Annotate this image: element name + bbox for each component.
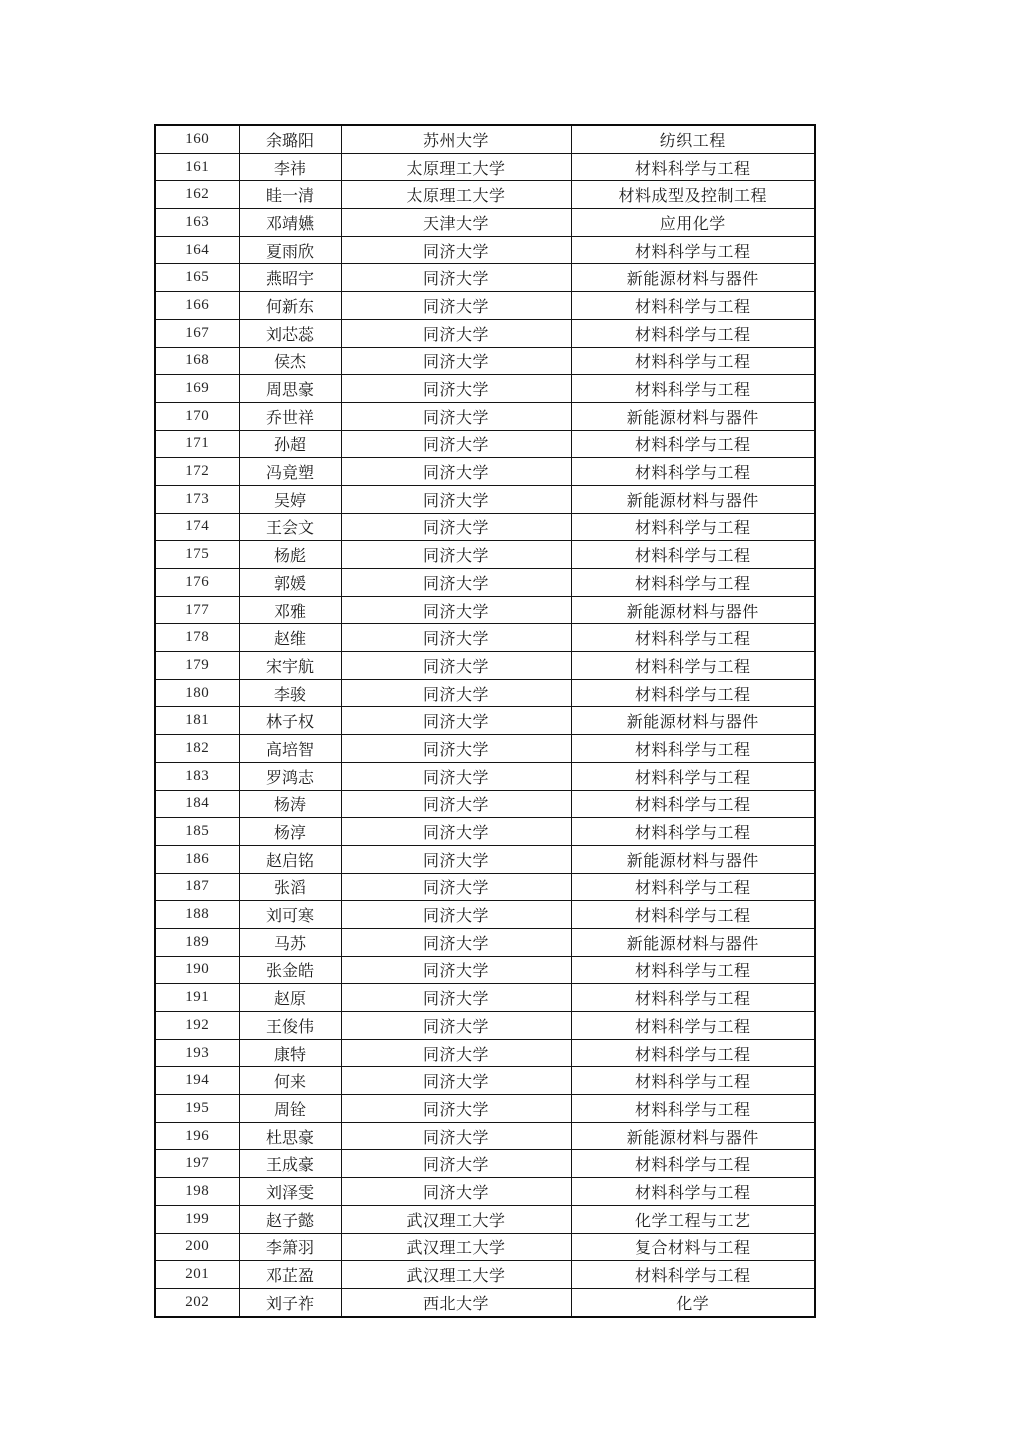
name-cell: 赵子懿 <box>239 1205 341 1233</box>
no-cell: 161 <box>155 153 239 181</box>
university-cell: 同济大学 <box>341 485 571 513</box>
major-cell: 材料科学与工程 <box>571 1012 815 1040</box>
table-row <box>155 1012 815 1040</box>
table-row <box>155 430 815 458</box>
name-cell: 马苏 <box>239 928 341 956</box>
university-cell: 同济大学 <box>341 873 571 901</box>
university-cell: 同济大学 <box>341 1178 571 1206</box>
table-row <box>155 153 815 181</box>
no-cell: 183 <box>155 762 239 790</box>
major-cell: 材料科学与工程 <box>571 818 815 846</box>
no-cell: 180 <box>155 679 239 707</box>
table-row <box>155 181 815 209</box>
university-cell: 同济大学 <box>341 984 571 1012</box>
name-cell: 冯竟塑 <box>239 458 341 486</box>
university-cell: 同济大学 <box>341 1039 571 1067</box>
university-cell: 武汉理工大学 <box>341 1205 571 1233</box>
no-cell: 166 <box>155 292 239 320</box>
major-cell: 材料科学与工程 <box>571 541 815 569</box>
name-cell: 杨彪 <box>239 541 341 569</box>
major-cell: 材料科学与工程 <box>571 1261 815 1289</box>
roster-table-body <box>155 125 815 1317</box>
university-cell: 同济大学 <box>341 375 571 403</box>
name-cell: 刘泽雯 <box>239 1178 341 1206</box>
table-row <box>155 458 815 486</box>
university-cell: 太原理工大学 <box>341 153 571 181</box>
university-cell: 同济大学 <box>341 236 571 264</box>
major-cell: 材料科学与工程 <box>571 984 815 1012</box>
name-cell: 李骏 <box>239 679 341 707</box>
name-cell: 李祎 <box>239 153 341 181</box>
no-cell: 176 <box>155 569 239 597</box>
university-cell: 武汉理工大学 <box>341 1261 571 1289</box>
table-row <box>155 375 815 403</box>
major-cell: 复合材料与工程 <box>571 1233 815 1261</box>
major-cell: 纺织工程 <box>571 125 815 153</box>
table-row <box>155 901 815 929</box>
university-cell: 同济大学 <box>341 541 571 569</box>
university-cell: 同济大学 <box>341 569 571 597</box>
major-cell: 新能源材料与器件 <box>571 845 815 873</box>
no-cell: 181 <box>155 707 239 735</box>
table-row <box>155 319 815 347</box>
name-cell: 赵维 <box>239 624 341 652</box>
table-row <box>155 1039 815 1067</box>
no-cell: 193 <box>155 1039 239 1067</box>
no-cell: 185 <box>155 818 239 846</box>
no-cell: 197 <box>155 1150 239 1178</box>
name-cell: 何来 <box>239 1067 341 1095</box>
no-cell: 191 <box>155 984 239 1012</box>
no-cell: 196 <box>155 1122 239 1150</box>
major-cell: 材料科学与工程 <box>571 153 815 181</box>
name-cell: 邓芷盈 <box>239 1261 341 1289</box>
major-cell: 材料成型及控制工程 <box>571 181 815 209</box>
no-cell: 188 <box>155 901 239 929</box>
no-cell: 200 <box>155 1233 239 1261</box>
name-cell: 夏雨欣 <box>239 236 341 264</box>
table-row <box>155 485 815 513</box>
university-cell: 同济大学 <box>341 1012 571 1040</box>
no-cell: 170 <box>155 402 239 430</box>
major-cell: 应用化学 <box>571 209 815 237</box>
university-cell: 西北大学 <box>341 1288 571 1316</box>
no-cell: 190 <box>155 956 239 984</box>
table-row <box>155 264 815 292</box>
major-cell: 材料科学与工程 <box>571 1067 815 1095</box>
table-row <box>155 596 815 624</box>
no-cell: 165 <box>155 264 239 292</box>
name-cell: 乔世祥 <box>239 402 341 430</box>
university-cell: 同济大学 <box>341 845 571 873</box>
university-cell: 同济大学 <box>341 652 571 680</box>
university-cell: 同济大学 <box>341 458 571 486</box>
no-cell: 167 <box>155 319 239 347</box>
major-cell: 材料科学与工程 <box>571 762 815 790</box>
no-cell: 199 <box>155 1205 239 1233</box>
no-cell: 175 <box>155 541 239 569</box>
table-row <box>155 984 815 1012</box>
major-cell: 材料科学与工程 <box>571 319 815 347</box>
no-cell: 168 <box>155 347 239 375</box>
university-cell: 同济大学 <box>341 901 571 929</box>
name-cell: 燕昭宇 <box>239 264 341 292</box>
university-cell: 同济大学 <box>341 347 571 375</box>
table-row <box>155 1205 815 1233</box>
table-row <box>155 956 815 984</box>
university-cell: 同济大学 <box>341 1150 571 1178</box>
major-cell: 材料科学与工程 <box>571 873 815 901</box>
name-cell: 王俊伟 <box>239 1012 341 1040</box>
name-cell: 林子权 <box>239 707 341 735</box>
table-row <box>155 845 815 873</box>
no-cell: 198 <box>155 1178 239 1206</box>
university-cell: 同济大学 <box>341 735 571 763</box>
major-cell: 材料科学与工程 <box>571 430 815 458</box>
major-cell: 新能源材料与器件 <box>571 707 815 735</box>
student-roster-table <box>154 124 816 1318</box>
name-cell: 郭媛 <box>239 569 341 597</box>
major-cell: 材料科学与工程 <box>571 513 815 541</box>
no-cell: 189 <box>155 928 239 956</box>
no-cell: 169 <box>155 375 239 403</box>
name-cell: 侯杰 <box>239 347 341 375</box>
university-cell: 同济大学 <box>341 956 571 984</box>
name-cell: 高培智 <box>239 735 341 763</box>
name-cell: 周思豪 <box>239 375 341 403</box>
no-cell: 171 <box>155 430 239 458</box>
name-cell: 吴婷 <box>239 485 341 513</box>
table-row <box>155 209 815 237</box>
major-cell: 材料科学与工程 <box>571 375 815 403</box>
major-cell: 材料科学与工程 <box>571 735 815 763</box>
no-cell: 162 <box>155 181 239 209</box>
no-cell: 194 <box>155 1067 239 1095</box>
table-row <box>155 541 815 569</box>
name-cell: 周铨 <box>239 1095 341 1123</box>
name-cell: 杨淳 <box>239 818 341 846</box>
university-cell: 同济大学 <box>341 818 571 846</box>
no-cell: 178 <box>155 624 239 652</box>
major-cell: 材料科学与工程 <box>571 652 815 680</box>
no-cell: 173 <box>155 485 239 513</box>
major-cell: 材料科学与工程 <box>571 292 815 320</box>
no-cell: 187 <box>155 873 239 901</box>
name-cell: 李箫羽 <box>239 1233 341 1261</box>
major-cell: 材料科学与工程 <box>571 956 815 984</box>
table-row <box>155 1233 815 1261</box>
university-cell: 同济大学 <box>341 596 571 624</box>
table-row <box>155 707 815 735</box>
major-cell: 材料科学与工程 <box>571 1095 815 1123</box>
major-cell: 材料科学与工程 <box>571 236 815 264</box>
no-cell: 164 <box>155 236 239 264</box>
table-row <box>155 735 815 763</box>
university-cell: 同济大学 <box>341 402 571 430</box>
name-cell: 王会文 <box>239 513 341 541</box>
table-row <box>155 1261 815 1289</box>
major-cell: 材料科学与工程 <box>571 347 815 375</box>
table-row <box>155 1122 815 1150</box>
university-cell: 同济大学 <box>341 292 571 320</box>
major-cell: 新能源材料与器件 <box>571 402 815 430</box>
name-cell: 宋宇航 <box>239 652 341 680</box>
table-row <box>155 1150 815 1178</box>
university-cell: 同济大学 <box>341 679 571 707</box>
major-cell: 材料科学与工程 <box>571 569 815 597</box>
name-cell: 张滔 <box>239 873 341 901</box>
table-row <box>155 762 815 790</box>
major-cell: 新能源材料与器件 <box>571 1122 815 1150</box>
no-cell: 202 <box>155 1288 239 1316</box>
name-cell: 刘可寒 <box>239 901 341 929</box>
university-cell: 太原理工大学 <box>341 181 571 209</box>
university-cell: 同济大学 <box>341 624 571 652</box>
name-cell: 杜思豪 <box>239 1122 341 1150</box>
name-cell: 邓靖嬿 <box>239 209 341 237</box>
table-row <box>155 873 815 901</box>
university-cell: 同济大学 <box>341 1122 571 1150</box>
major-cell: 材料科学与工程 <box>571 1150 815 1178</box>
name-cell: 刘芯蕊 <box>239 319 341 347</box>
table-row <box>155 679 815 707</box>
no-cell: 160 <box>155 125 239 153</box>
table-row <box>155 402 815 430</box>
no-cell: 186 <box>155 845 239 873</box>
major-cell: 新能源材料与器件 <box>571 596 815 624</box>
no-cell: 172 <box>155 458 239 486</box>
table-row <box>155 1178 815 1206</box>
university-cell: 同济大学 <box>341 790 571 818</box>
university-cell: 同济大学 <box>341 762 571 790</box>
table-row <box>155 652 815 680</box>
table-row <box>155 818 815 846</box>
table-row <box>155 513 815 541</box>
major-cell: 化学 <box>571 1288 815 1316</box>
table-row <box>155 569 815 597</box>
university-cell: 同济大学 <box>341 1067 571 1095</box>
major-cell: 化学工程与工艺 <box>571 1205 815 1233</box>
no-cell: 179 <box>155 652 239 680</box>
table-row <box>155 236 815 264</box>
university-cell: 同济大学 <box>341 513 571 541</box>
major-cell: 材料科学与工程 <box>571 901 815 929</box>
no-cell: 177 <box>155 596 239 624</box>
major-cell: 新能源材料与器件 <box>571 928 815 956</box>
table-row <box>155 624 815 652</box>
table-row <box>155 347 815 375</box>
major-cell: 材料科学与工程 <box>571 1178 815 1206</box>
major-cell: 材料科学与工程 <box>571 458 815 486</box>
name-cell: 邓雅 <box>239 596 341 624</box>
university-cell: 苏州大学 <box>341 125 571 153</box>
table-row <box>155 1095 815 1123</box>
name-cell: 刘子祚 <box>239 1288 341 1316</box>
no-cell: 184 <box>155 790 239 818</box>
major-cell: 材料科学与工程 <box>571 624 815 652</box>
table-row <box>155 125 815 153</box>
table-row <box>155 292 815 320</box>
table-row <box>155 1067 815 1095</box>
name-cell: 赵启铭 <box>239 845 341 873</box>
university-cell: 同济大学 <box>341 707 571 735</box>
university-cell: 武汉理工大学 <box>341 1233 571 1261</box>
university-cell: 同济大学 <box>341 319 571 347</box>
name-cell: 眭一清 <box>239 181 341 209</box>
no-cell: 182 <box>155 735 239 763</box>
name-cell: 罗鸿志 <box>239 762 341 790</box>
name-cell: 康特 <box>239 1039 341 1067</box>
no-cell: 163 <box>155 209 239 237</box>
name-cell: 何新东 <box>239 292 341 320</box>
university-cell: 同济大学 <box>341 928 571 956</box>
major-cell: 材料科学与工程 <box>571 790 815 818</box>
name-cell: 王成豪 <box>239 1150 341 1178</box>
university-cell: 同济大学 <box>341 1095 571 1123</box>
name-cell: 赵原 <box>239 984 341 1012</box>
no-cell: 201 <box>155 1261 239 1289</box>
no-cell: 195 <box>155 1095 239 1123</box>
name-cell: 张金皓 <box>239 956 341 984</box>
major-cell: 材料科学与工程 <box>571 1039 815 1067</box>
major-cell: 材料科学与工程 <box>571 679 815 707</box>
table-row <box>155 1288 815 1316</box>
name-cell: 杨涛 <box>239 790 341 818</box>
name-cell: 余璐阳 <box>239 125 341 153</box>
university-cell: 天津大学 <box>341 209 571 237</box>
table-row <box>155 928 815 956</box>
name-cell: 孙超 <box>239 430 341 458</box>
table-row <box>155 790 815 818</box>
no-cell: 192 <box>155 1012 239 1040</box>
university-cell: 同济大学 <box>341 430 571 458</box>
university-cell: 同济大学 <box>341 264 571 292</box>
no-cell: 174 <box>155 513 239 541</box>
major-cell: 新能源材料与器件 <box>571 264 815 292</box>
major-cell: 新能源材料与器件 <box>571 485 815 513</box>
